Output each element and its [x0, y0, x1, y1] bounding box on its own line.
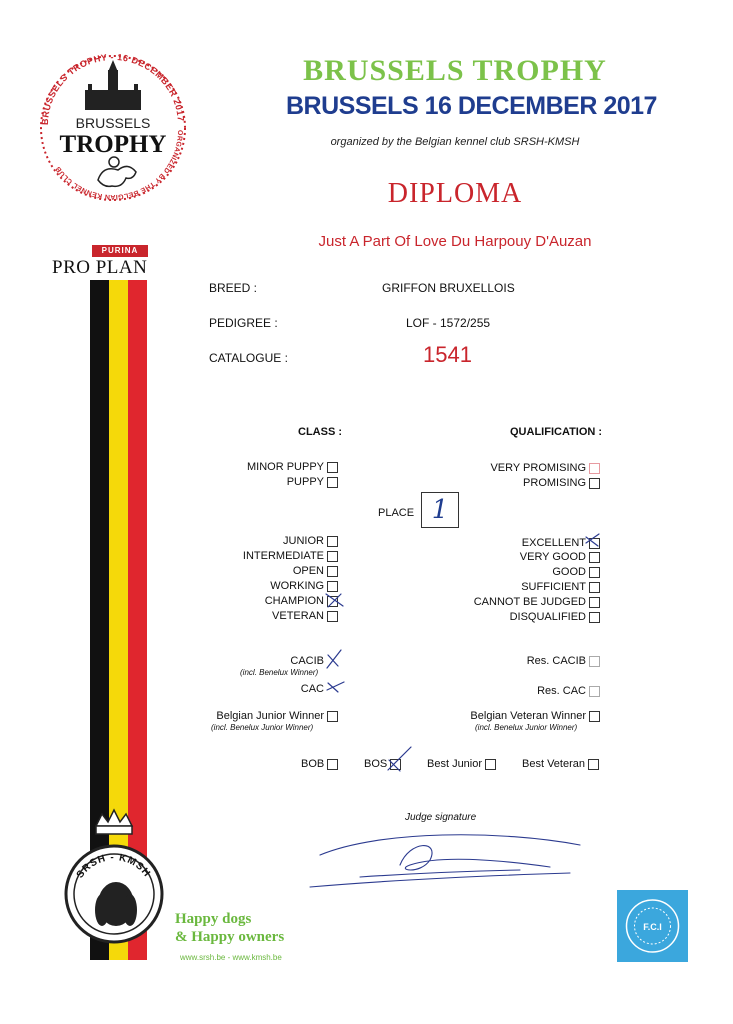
- award-cacib-label: CACIB: [290, 655, 324, 667]
- organized-by: organized by the Belgian kennel club SRSH-KMSH: [330, 136, 580, 148]
- fci-emblem-icon: [617, 890, 688, 962]
- class-intermediate-label: INTERMEDIATE: [242, 550, 324, 562]
- class-veteran: [200, 610, 338, 622]
- slogan-line-1: Happy dogs: [175, 911, 252, 927]
- award-cacib-note: (incl. Benelux Winner): [240, 668, 319, 677]
- award-cacib: [240, 655, 338, 667]
- award-best-veteran: [522, 758, 599, 770]
- award-bob-label: BOB: [301, 758, 325, 770]
- class-open-checkbox[interactable]: [327, 566, 338, 577]
- award-res-cacib-checkbox[interactable]: [589, 656, 600, 667]
- class-header: CLASS :: [298, 426, 342, 438]
- award-belgian-veteran-winner-checkbox[interactable]: [589, 711, 600, 722]
- pedigree-label: PEDIGREE :: [209, 316, 278, 330]
- qual-excellent-checkbox[interactable]: [589, 538, 600, 549]
- qual-disqualified: [440, 611, 600, 623]
- class-intermediate: [200, 550, 338, 562]
- qual-very-promising-label: VERY PROMISING: [490, 462, 586, 474]
- diploma-title: DIPLOMA: [387, 178, 523, 209]
- award-cac: [240, 683, 338, 695]
- class-champion-label: CHAMPION: [264, 595, 324, 607]
- qual-excellent-label: EXCELLENT: [521, 537, 586, 549]
- award-best-junior-checkbox[interactable]: [485, 759, 496, 770]
- breed-label: BREED :: [209, 281, 258, 295]
- class-veteran-label: VETERAN: [272, 610, 324, 622]
- slogan-line-2: & Happy owners: [175, 929, 285, 945]
- award-cac-label: CAC: [300, 683, 324, 695]
- award-belgian-junior-winner-label: Belgian Junior Winner: [216, 710, 324, 722]
- award-bos-label: BOS: [364, 758, 388, 770]
- brussels-trophy-logo: [28, 40, 198, 220]
- class-junior-label: JUNIOR: [283, 535, 324, 547]
- award-bob-checkbox[interactable]: [327, 759, 338, 770]
- class-minor-puppy-checkbox[interactable]: [327, 462, 338, 473]
- class-junior: [200, 535, 338, 547]
- award-cac-checkbox[interactable]: [327, 684, 338, 695]
- award-belgian-veteran-winner: [440, 710, 600, 722]
- award-best-junior: [427, 758, 496, 770]
- qual-disqualified-checkbox[interactable]: [589, 612, 600, 623]
- qual-promising-checkbox[interactable]: [589, 478, 600, 489]
- club-logo-text: SRSH - KMSH: [74, 852, 153, 881]
- award-bob: [301, 758, 338, 770]
- class-puppy: [200, 476, 338, 488]
- logo-ring-text-bottom: ORGANIZED BY THE BELGIAN KENNEL CLUB: [54, 129, 184, 201]
- event-title: BRUSSELS TROPHY: [303, 54, 607, 87]
- qual-good-checkbox[interactable]: [589, 567, 600, 578]
- award-res-cac: [470, 685, 600, 697]
- catalogue-value: 1541: [423, 342, 472, 367]
- judge-signature-label: Judge signature: [405, 812, 477, 823]
- qual-sufficient-label: SUFFICIENT: [521, 581, 586, 593]
- award-bos: [364, 758, 401, 770]
- purina-badge: [92, 245, 148, 257]
- award-best-veteran-label: Best Veteran: [522, 758, 585, 770]
- place-box[interactable]: [421, 492, 459, 528]
- qual-cannot-be-judged: [440, 596, 600, 608]
- logo-word-trophy: TROPHY: [59, 131, 167, 158]
- qualification-header: QUALIFICATION :: [510, 426, 603, 438]
- class-intermediate-checkbox[interactable]: [327, 551, 338, 562]
- award-res-cacib-label: Res. CACIB: [526, 655, 586, 667]
- award-best-junior-label: Best Junior: [427, 758, 483, 770]
- qual-promising: [440, 477, 600, 489]
- award-res-cac-checkbox[interactable]: [589, 686, 600, 697]
- award-belgian-junior-winner-note: (incl. Benelux Junior Winner): [211, 723, 314, 732]
- class-minor-puppy: [200, 461, 338, 473]
- qual-very-good-label: VERY GOOD: [519, 551, 586, 563]
- logo-word-brussels: BRUSSELS: [75, 115, 151, 131]
- event-date-line: BRUSSELS 16 DECEMBER 2017: [286, 92, 657, 120]
- dog-name: Just A Part Of Love Du Harpouy D'Auzan: [318, 233, 592, 250]
- place-value: 1: [431, 495, 449, 525]
- award-belgian-junior-winner-checkbox[interactable]: [327, 711, 338, 722]
- class-working: [200, 580, 338, 592]
- srsh-kmsh-club-logo: [58, 806, 170, 956]
- qual-excellent: [440, 537, 600, 549]
- qual-sufficient-checkbox[interactable]: [589, 582, 600, 593]
- qual-sufficient: [440, 581, 600, 593]
- breed-value: GRIFFON BRUXELLOIS: [382, 281, 515, 295]
- qual-very-promising-checkbox[interactable]: [589, 463, 600, 474]
- class-working-checkbox[interactable]: [327, 581, 338, 592]
- class-champion: [200, 595, 338, 607]
- qual-very-good-checkbox[interactable]: [589, 552, 600, 563]
- qual-promising-label: PROMISING: [523, 477, 586, 489]
- qual-cannot-be-judged-label: CANNOT BE JUDGED: [473, 596, 586, 608]
- class-puppy-checkbox[interactable]: [327, 477, 338, 488]
- award-res-cacib: [470, 655, 600, 667]
- class-minor-puppy-label: MINOR PUPPY: [246, 461, 324, 473]
- logo-ring-text: BRUSSELS TROPHY - 16 DECEMBER 2017: [39, 51, 186, 126]
- pro-plan-label: PRO PLAN: [52, 257, 148, 278]
- dogs-icon: [98, 157, 136, 186]
- award-belgian-veteran-winner-label: Belgian Veteran Winner: [470, 710, 586, 722]
- judge-signature: [300, 825, 600, 895]
- crown-icon: [96, 810, 132, 834]
- qual-cannot-be-judged-checkbox[interactable]: [589, 597, 600, 608]
- award-belgian-veteran-winner-note: (incl. Benelux Junior Winner): [475, 723, 578, 732]
- award-res-cac-label: Res. CAC: [537, 685, 586, 697]
- award-bos-checkbox[interactable]: [390, 759, 401, 770]
- catalogue-label: CATALOGUE :: [209, 351, 288, 365]
- class-working-label: WORKING: [270, 580, 324, 592]
- award-belgian-junior-winner: [200, 710, 338, 722]
- qual-good: [440, 566, 600, 578]
- class-champion-checkbox[interactable]: [327, 596, 338, 607]
- qual-very-good: [440, 551, 600, 563]
- pedigree-value: LOF - 1572/255: [406, 316, 491, 330]
- qual-good-label: GOOD: [552, 566, 586, 578]
- class-open: [200, 565, 338, 577]
- purina-label: PURINA: [101, 246, 139, 255]
- website-link[interactable]: www.srsh.be - www.kmsh.be: [180, 953, 282, 962]
- town-hall-icon: [85, 60, 141, 110]
- fci-label: F.C.I: [643, 922, 662, 932]
- place-label: PLACE: [378, 507, 415, 519]
- qual-disqualified-label: DISQUALIFIED: [509, 611, 586, 623]
- class-open-label: OPEN: [292, 565, 324, 577]
- fci-logo: [617, 890, 688, 962]
- class-veteran-checkbox[interactable]: [327, 611, 338, 622]
- class-junior-checkbox[interactable]: [327, 536, 338, 547]
- class-puppy-label: PUPPY: [286, 476, 324, 488]
- award-best-veteran-checkbox[interactable]: [588, 759, 599, 770]
- award-cacib-checkbox[interactable]: [327, 656, 338, 667]
- qual-very-promising: [440, 462, 600, 474]
